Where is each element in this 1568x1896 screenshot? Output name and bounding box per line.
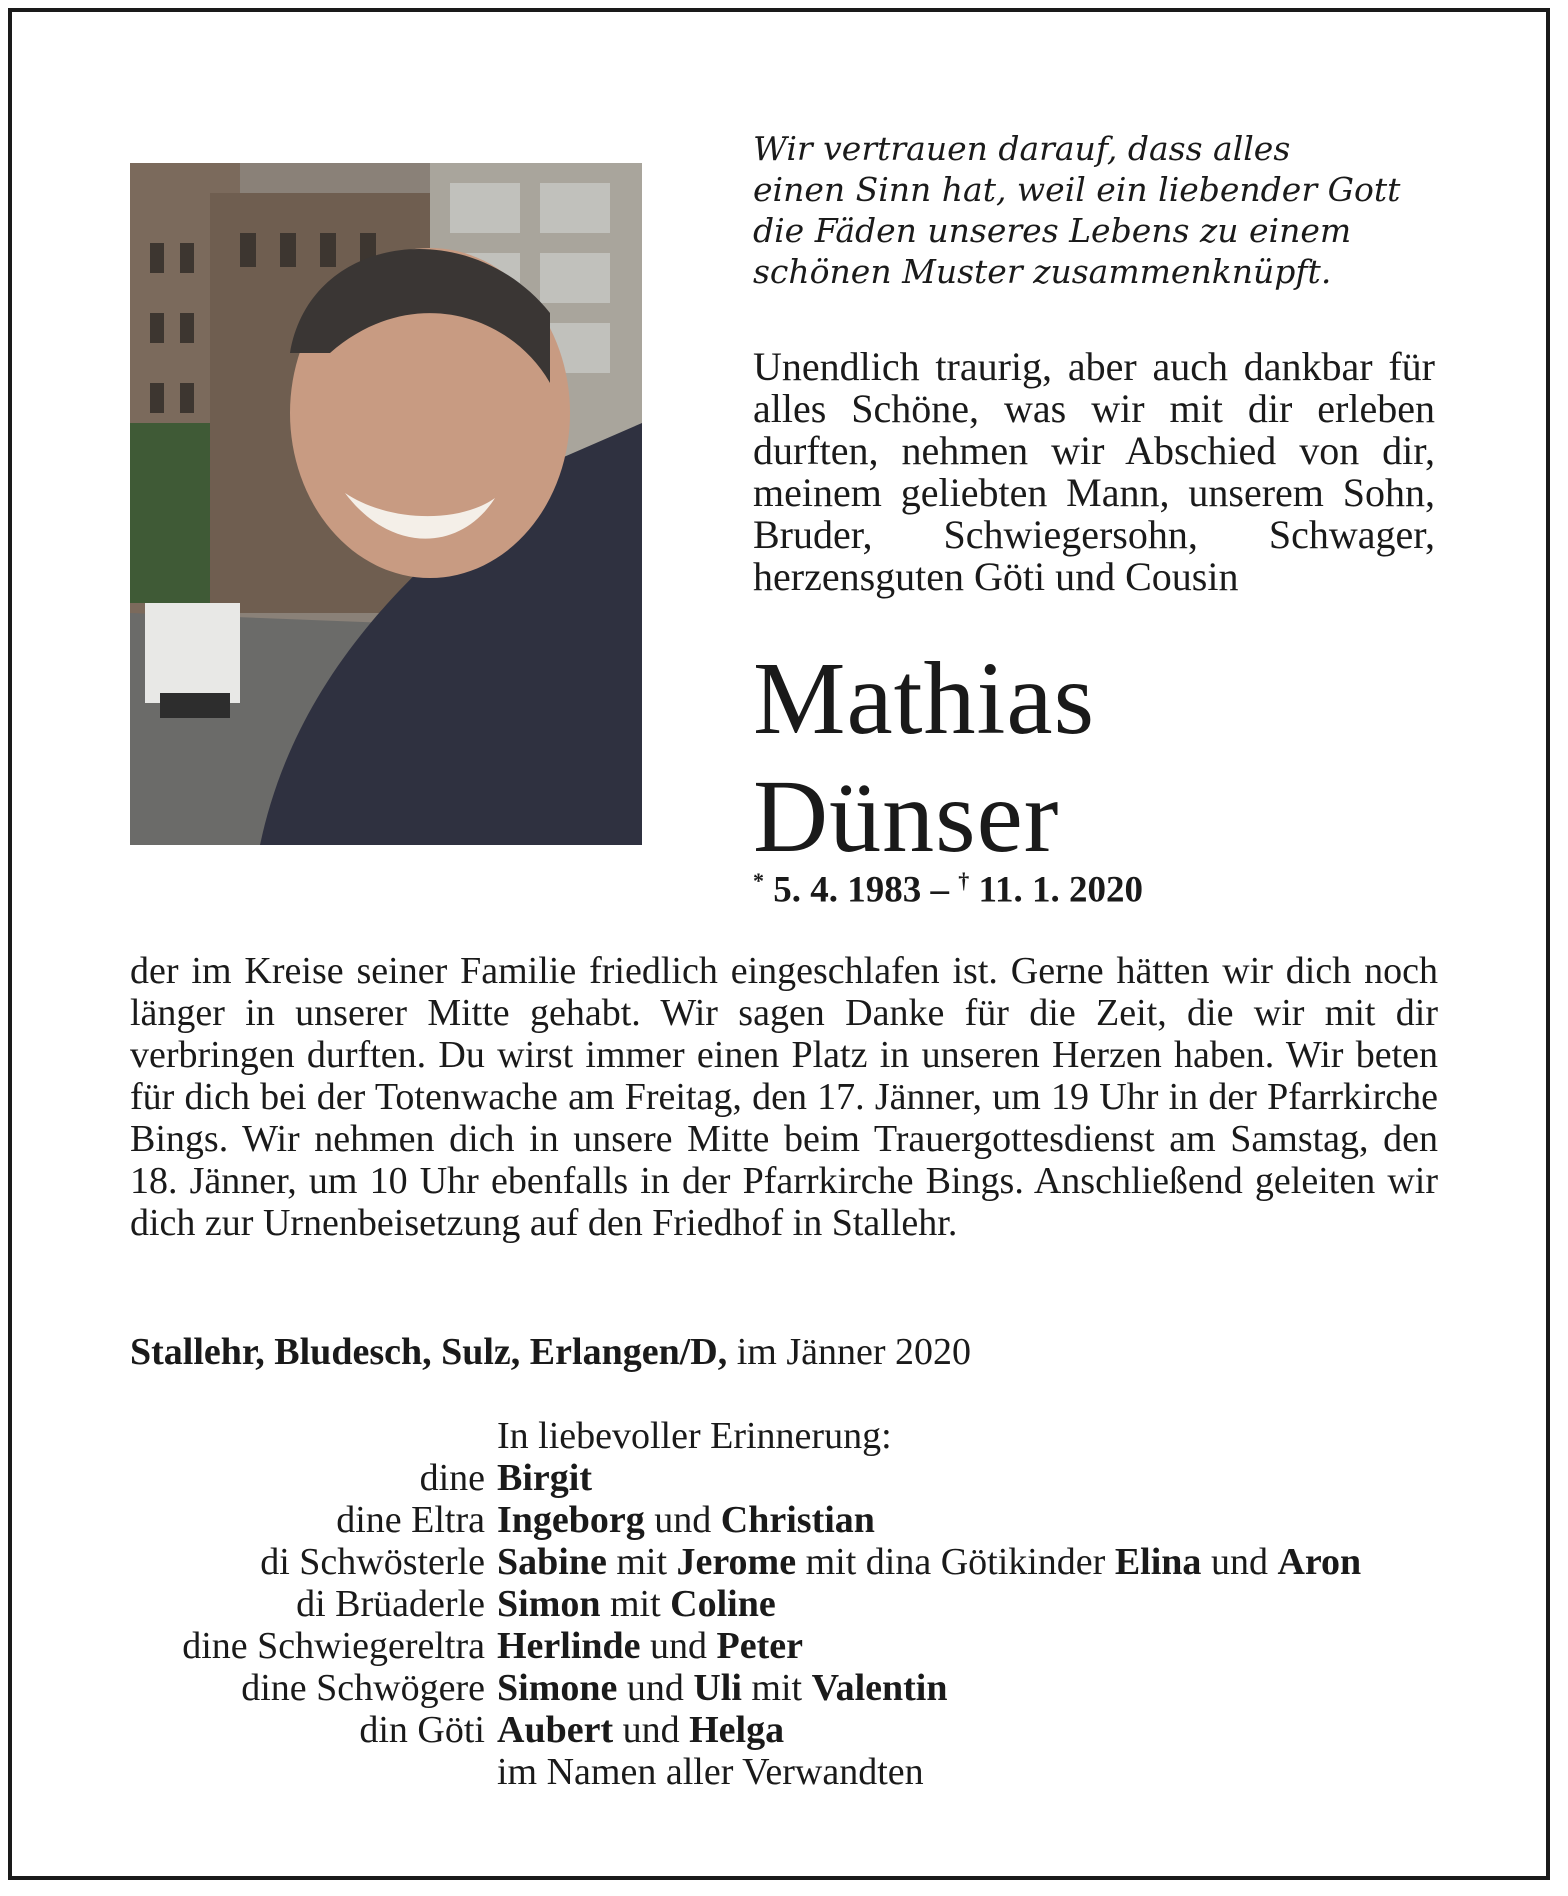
family-relation: dine Eltra — [336, 1499, 485, 1541]
family-member-name: Coline — [670, 1583, 776, 1625]
family-connector: mit — [600, 1583, 671, 1625]
family-relation: dine Schwiegereltra — [182, 1625, 485, 1667]
family-member-name: Simon — [497, 1583, 601, 1625]
family-list — [130, 1415, 1530, 1793]
family-names — [497, 1625, 803, 1667]
family-names — [497, 1499, 875, 1541]
family-relation: dine — [419, 1457, 485, 1499]
family-names — [497, 1709, 784, 1751]
family-connector: mit — [741, 1667, 812, 1709]
quote-line: schönen Muster zusammenknüpft. — [753, 252, 1332, 291]
death-date: 11. 1. 2020 — [978, 869, 1143, 911]
family-relation: di Brüaderle — [296, 1583, 485, 1625]
family-relation: din Göti — [359, 1709, 485, 1751]
birth-symbol: * — [753, 868, 764, 893]
place-towns: Stallehr, Bludesch, Sulz, Erlangen/D, — [130, 1331, 728, 1373]
family-row — [130, 1457, 1530, 1499]
family-connector: und — [644, 1499, 721, 1541]
family-names — [497, 1667, 947, 1709]
main-text: der im Kreise seiner Familie friedlich eingeschlafen ist. Gerne hätten wir dich noch länger in unserer Mitte gehabt. Wir sagen Danke für die Zeit, die wir mit dir verbringen durften. Du wirst immer einen Platz in unseren Herzen haben. Wir beten für dich bei der Totenwache am Freitag, den 17. Jänner, um 19 Uhr in der Pfarrkirche Bings. Wir nehmen dich in unsere Mitte beim Trauergottesdienst am Samstag, den 18. Jänner, um 10 Uhr ebenfalls in der Pfarrkirche Bings. Anschließend geleiten wir dich zur Urnenbeisetzung auf den Friedhof in Stallehr. — [130, 950, 1438, 1244]
family-member-name: Valentin — [811, 1667, 948, 1709]
family-member-name: Ingeborg — [497, 1499, 645, 1541]
family-closing: im Namen aller Verwandten — [497, 1751, 924, 1793]
quote-line: Wir vertrauen darauf, dass alles — [753, 129, 1291, 168]
family-member-name: Sabine — [497, 1541, 607, 1583]
opening-quote — [753, 128, 1453, 292]
family-connector: mit — [606, 1541, 677, 1583]
family-member-name: Herlinde — [497, 1625, 641, 1667]
place-date-line — [130, 1330, 971, 1374]
family-names — [497, 1457, 592, 1499]
family-member-name: Birgit — [497, 1457, 592, 1499]
intro-paragraph: Unendlich traurig, aber auch dankbar für alles Schöne, was wir mit dir erleben durften, nehmen wir Abschied von dir, meinem geliebten Mann, unserem Sohn, Bruder, Schwiegersohn, Schwager, herzensguten Göti und Cousin — [753, 344, 1435, 599]
life-dates — [753, 868, 1143, 911]
family-row — [130, 1541, 1530, 1583]
family-closing-row — [130, 1751, 1530, 1793]
family-row — [130, 1667, 1530, 1709]
last-name: Dünser — [753, 759, 1060, 874]
family-heading: In liebevoller Erinnerung: — [497, 1415, 892, 1457]
family-row — [130, 1709, 1530, 1751]
deceased-name — [753, 640, 1095, 876]
family-connector: mit dina Götikinder — [796, 1541, 1115, 1583]
family-relation: dine Schwögere — [241, 1667, 485, 1709]
family-member-name: Elina — [1114, 1541, 1202, 1583]
portrait-photo — [130, 163, 642, 845]
family-names — [497, 1541, 1361, 1583]
family-heading-row — [130, 1415, 1530, 1457]
family-connector: und — [613, 1709, 690, 1751]
family-member-name: Aron — [1277, 1541, 1362, 1583]
portrait-photo-image — [130, 163, 642, 845]
family-row — [130, 1499, 1530, 1541]
family-member-name: Christian — [720, 1499, 875, 1541]
family-row — [130, 1583, 1530, 1625]
quote-line: einen Sinn hat, weil ein liebender Gott — [753, 170, 1401, 209]
birth-date: 5. 4. 1983 — [773, 869, 922, 911]
family-member-name: Simone — [497, 1667, 618, 1709]
place-date: im Jänner 2020 — [736, 1331, 971, 1373]
family-relation: di Schwösterle — [260, 1541, 485, 1583]
date-dash: – — [930, 869, 949, 911]
family-member-name: Uli — [693, 1667, 742, 1709]
family-member-name: Peter — [716, 1625, 804, 1667]
family-member-name: Aubert — [497, 1709, 614, 1751]
family-connector: und — [1201, 1541, 1278, 1583]
quote-line: die Fäden unseres Lebens zu einem — [753, 211, 1352, 250]
family-member-name: Jerome — [676, 1541, 797, 1583]
family-member-name: Helga — [689, 1709, 785, 1751]
first-name: Mathias — [753, 641, 1096, 756]
family-connector: und — [640, 1625, 717, 1667]
family-names — [497, 1583, 776, 1625]
family-connector: und — [617, 1667, 694, 1709]
death-symbol: † — [958, 868, 970, 893]
family-rows — [130, 1457, 1530, 1751]
family-row — [130, 1625, 1530, 1667]
